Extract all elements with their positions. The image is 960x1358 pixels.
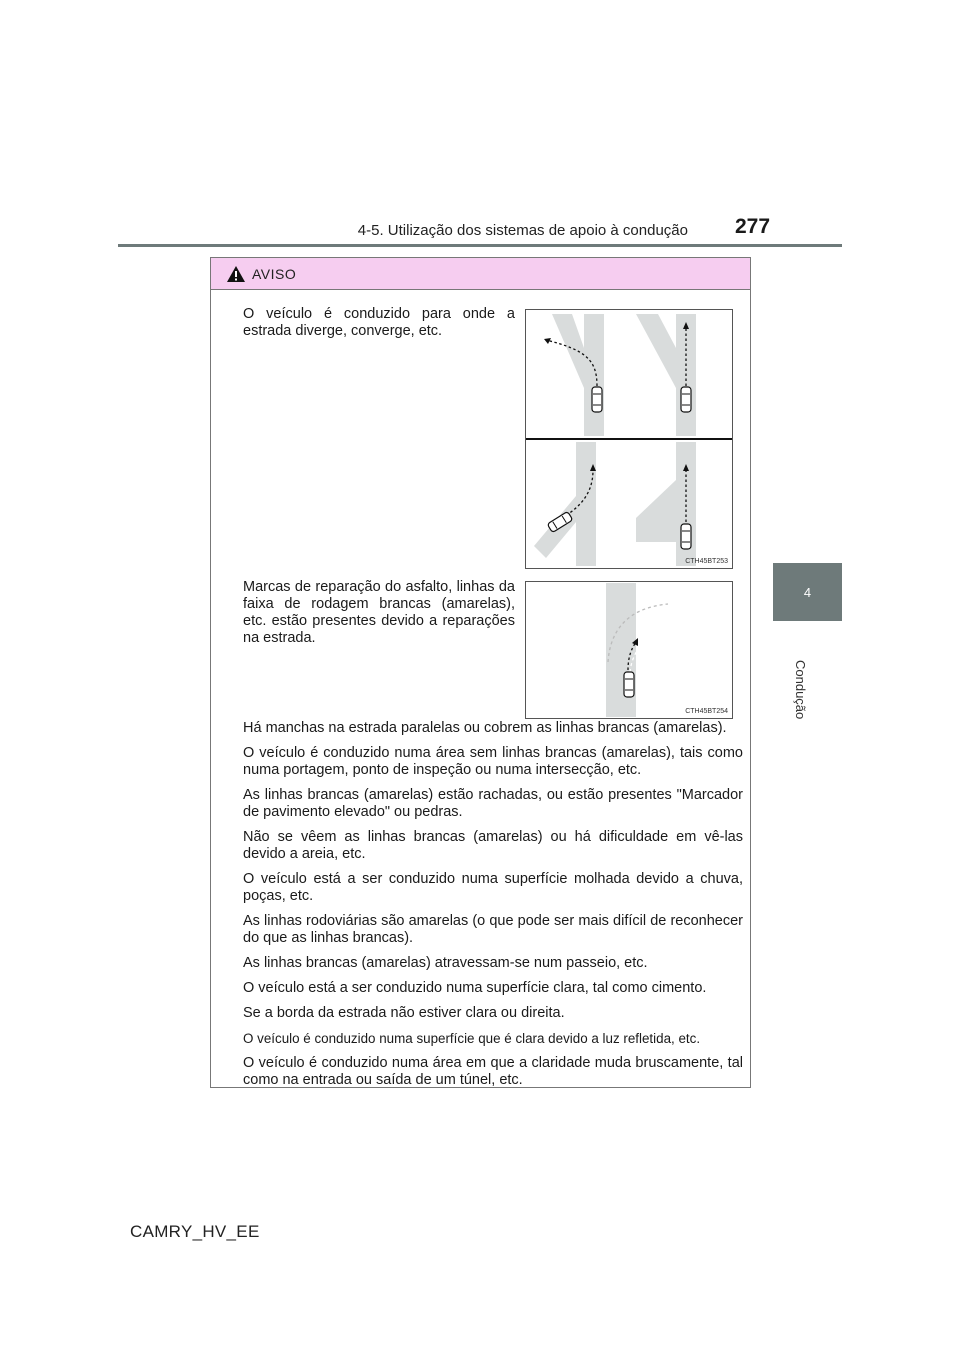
warning-triangle-icon [226,265,246,283]
warning-label: AVISO [252,265,297,282]
list-item: Há manchas na estrada paralelas ou cobrem as linhas brancas (amarelas). [243,720,727,736]
road-repair-illustration [526,582,732,718]
warning-item-text: O veículo é conduzido para onde a estrada diverge, converge, etc. [243,306,515,339]
list-item: Não se vêem as linhas brancas (amarelas) ou há dificuldade em vê-las devido a areia, etc. [243,829,743,862]
warning-condition-list [243,720,743,1097]
figure-code: CTH45BT253 [685,558,728,565]
list-item: O veículo está a ser conduzido numa superfície clara, tal como cimento. [243,980,707,996]
figure-road-diverge [525,309,733,569]
list-item: As linhas rodoviárias são amarelas (o que pode ser mais difícil de reconhecer do que as linhas brancas). [243,913,743,946]
list-item: O veículo é conduzido numa superfície que é clara devido a luz refletida, etc. [243,1031,701,1046]
header-divider [118,244,842,247]
model-code: CAMRY_HV_EE [130,1222,260,1241]
figure-road-repair [525,581,733,719]
list-item: As linhas brancas (amarelas) atravessam-se num passeio, etc. [243,955,648,971]
section-title: 4-5. Utilização dos sistemas de apoio à condução [357,222,688,239]
warning-item-text: Marcas de reparação do asfalto, linhas da faixa de rodagem brancas (amarelas), etc. estão presentes devido a reparações na estrada. [243,579,515,646]
warning-box [210,257,751,1088]
list-item: As linhas brancas (amarelas) estão rachadas, ou estão presentes "Marcador de pavimento elevado" ou pedras. [243,787,743,820]
list-item: O veículo está a ser conduzido numa superfície molhada devido a chuva, poças, etc. [243,871,743,904]
warning-header [211,258,750,290]
list-item: O veículo é conduzido numa área sem linhas brancas (amarelas), tais como numa portagem, ponto de inspeção ou numa intersecção, etc. [243,745,743,778]
page-number: 277 [735,215,771,238]
chapter-tab-number: 4 [773,563,842,621]
list-item: Se a borda da estrada não estiver clara ou direita. [243,1005,565,1021]
list-item: O veículo é conduzido numa área em que a claridade muda bruscamente, tal como na entrada ou saída de um túnel, etc. [243,1055,743,1088]
chapter-tab-label: Condução [793,660,808,720]
road-diverge-illustration [526,310,732,568]
figure-code: CTH45BT254 [685,708,728,715]
